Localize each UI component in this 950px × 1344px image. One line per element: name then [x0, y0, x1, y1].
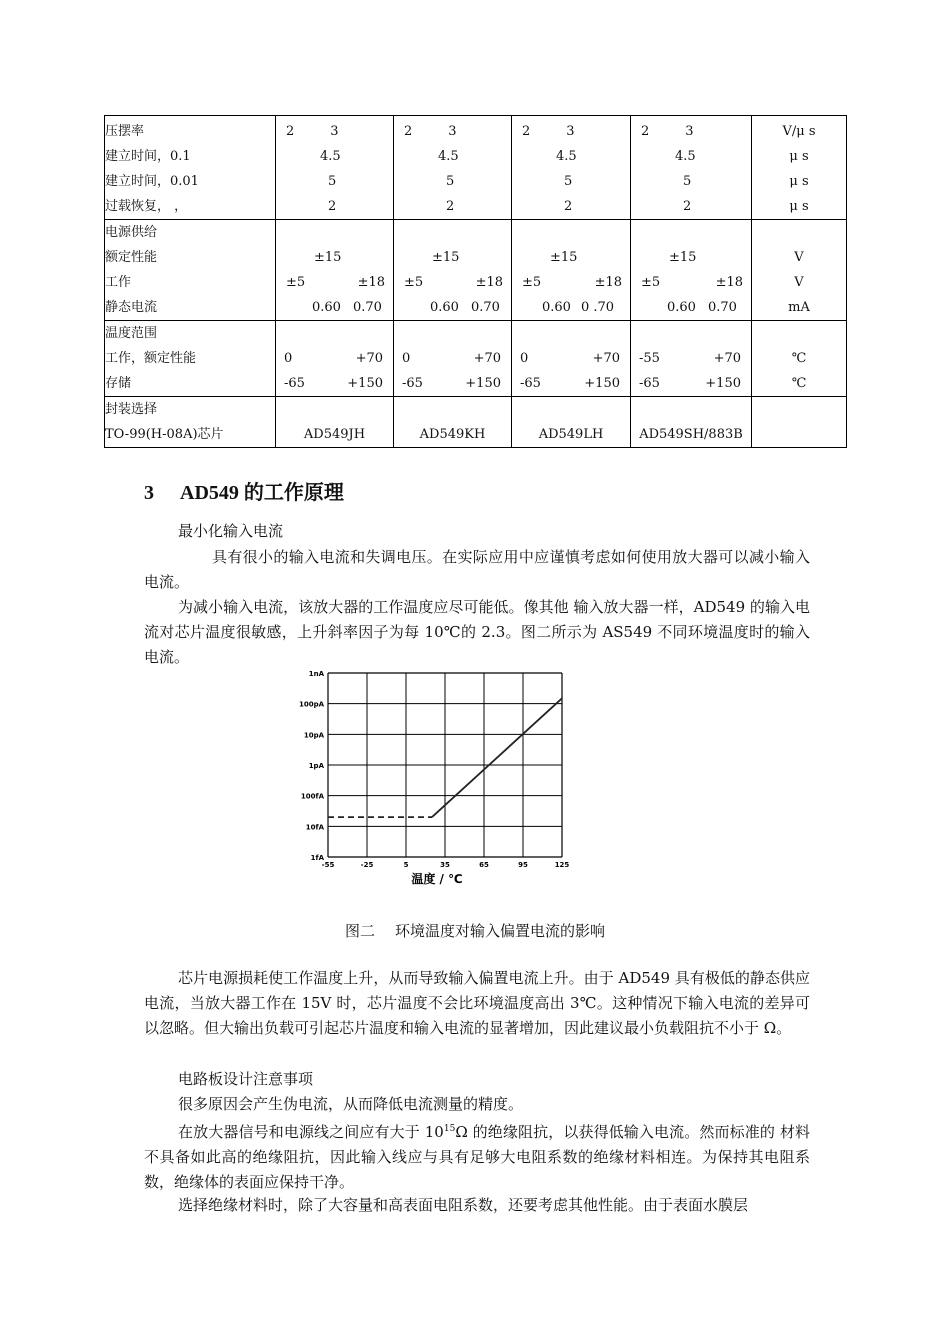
unit-cell: V/μ s: [782, 124, 816, 139]
table-cell: 0.70: [470, 300, 500, 315]
table-cell: -65: [402, 376, 423, 391]
table-cell: +70: [592, 351, 620, 366]
table-cell: ±18: [594, 275, 622, 290]
table-cell: ±5: [404, 275, 424, 290]
section-title: AD549 的工作原理: [180, 482, 344, 504]
table-cell: -65: [284, 376, 305, 391]
superscript: 15: [443, 1124, 456, 1134]
section-heading: [144, 476, 344, 505]
table-cell: 0: [284, 351, 293, 366]
paragraph: 选择绝缘材料时，除了大容量和高表面电阻系数，还要考虑其他性能。由于表面水膜层: [178, 1196, 749, 1214]
chart-x-tick-labels: [322, 861, 570, 869]
chart-y-tick-labels: [299, 670, 325, 862]
paragraph-part: 在放大器信号和电源线之间应有大于 10: [178, 1123, 444, 1141]
table-cell: 3: [685, 124, 694, 139]
table-cell: -65: [520, 376, 541, 391]
x-tick-label: 125: [554, 861, 570, 869]
figure-caption: [0, 920, 950, 941]
x-tick-label: -25: [360, 861, 374, 869]
table-cell: ±18: [715, 275, 743, 290]
unit-cell: μ s: [789, 174, 809, 189]
table-cell: 3: [330, 124, 339, 139]
table-cell: +70: [355, 351, 383, 366]
row-label: 额定性能: [105, 250, 158, 265]
y-tick-label: 100pA: [298, 700, 324, 709]
table-cell: +150: [347, 376, 383, 391]
section-number: 3: [144, 482, 154, 504]
table-cell: 2: [683, 199, 692, 214]
table-cell: +150: [465, 376, 501, 391]
table-cell: 2: [404, 124, 413, 139]
table-cell: -55: [639, 351, 660, 366]
x-tick-label: -55: [321, 861, 335, 869]
table-cell: ±5: [641, 275, 661, 290]
x-tick-label: 95: [518, 861, 528, 869]
x-tick-label: 65: [479, 861, 489, 869]
y-tick-label: 10fA: [305, 823, 324, 832]
table-cell: +70: [473, 351, 501, 366]
subheading: 最小化输入电流: [178, 522, 284, 540]
table-cell: ±15: [550, 250, 578, 265]
table-row-package: [105, 397, 847, 448]
table-cell: 5: [683, 174, 692, 189]
unit-cell: ℃: [791, 351, 807, 366]
table-cell: ±15: [314, 250, 342, 265]
row-label: 静态电流: [105, 300, 158, 315]
unit-cell: μ s: [789, 149, 809, 164]
unit-cell: V: [794, 275, 804, 290]
table-cell: 0: [520, 351, 529, 366]
table-cell: 2: [446, 199, 455, 214]
subheading: 电路板设计注意事项: [178, 1070, 314, 1088]
table-cell: AD549KH: [419, 427, 486, 442]
table-cell: 0.60: [667, 300, 696, 315]
chart-x-axis-label: 温度 / ℃: [411, 872, 463, 886]
table-cell: 4.5: [320, 149, 341, 164]
table-cell: 0.70: [707, 300, 737, 315]
table-cell: 2: [522, 124, 531, 139]
table-cell: 4.5: [438, 149, 459, 164]
y-tick-label: 1nA: [308, 670, 324, 678]
table-row-power: [105, 220, 847, 321]
table-row-temperature: [105, 321, 847, 397]
y-tick-label: 100fA: [300, 792, 324, 801]
table-cell: -65: [639, 376, 660, 391]
table-cell: 0.60: [312, 300, 341, 315]
row-label: 建立时间，0.01: [105, 174, 199, 189]
chart-grid: [328, 673, 562, 857]
table-cell: 0: [402, 351, 411, 366]
y-tick-label: 1fA: [310, 854, 324, 862]
table-cell: 2: [564, 199, 573, 214]
unit-cell: mA: [788, 300, 810, 315]
table-cell: ±15: [432, 250, 460, 265]
table-cell: ±18: [357, 275, 385, 290]
table-cell: 2: [328, 199, 337, 214]
paragraph: 很多原因会产生伪电流，从而降低电流测量的精度。: [178, 1095, 524, 1113]
table-cell: 5: [564, 174, 573, 189]
table-cell: 0.60: [542, 300, 571, 315]
table-cell: +150: [705, 376, 741, 391]
table-cell: 0 .70: [580, 300, 615, 315]
series-line-solid-region: [432, 698, 562, 817]
table-cell: AD549SH/883B: [639, 427, 743, 442]
table-cell: 2: [641, 124, 650, 139]
unit-cell: ℃: [791, 376, 807, 391]
table-cell: 5: [328, 174, 337, 189]
table-cell: 2: [286, 124, 295, 139]
table-cell: 4.5: [556, 149, 577, 164]
paragraph: [144, 1117, 810, 1195]
unit-cell: V: [794, 250, 804, 265]
table-cell: ±18: [475, 275, 503, 290]
row-label: 工作，额定性能: [105, 351, 197, 366]
y-tick-label: 1pA: [308, 762, 324, 770]
paragraph-part: Ω 的绝缘阻抗，以获得低输入电流。然而标准的 材料不具备如此高的绝缘阻抗，因此输入线应与具有足够大电阻系数的绝缘材料相连。为保持其电阻系数，绝缘体的表面应保持干净。: [144, 1123, 810, 1191]
table-cell: 0.60: [430, 300, 459, 315]
table-cell: +150: [584, 376, 620, 391]
table-cell: 5: [446, 174, 455, 189]
table-cell: 3: [566, 124, 575, 139]
x-tick-label: 35: [440, 861, 450, 869]
row-label: TO-99(H-08A)芯片: [105, 427, 224, 442]
table-cell: AD549JH: [303, 427, 366, 442]
table-row-dynamic: [105, 116, 847, 220]
row-label: 过载恢复， ，: [105, 199, 188, 214]
table-cell: 3: [448, 124, 457, 139]
spec-table: [104, 115, 847, 448]
row-label: 工作: [105, 275, 132, 290]
y-tick-label: 10pA: [303, 731, 324, 740]
paragraph: 具有很小的输入电流和失调电压。在实际应用中应谨慎考虑如何使用放大器可以减小输入电流。: [144, 548, 810, 591]
row-label: 压摆率: [105, 124, 145, 139]
row-heading: 封装选择: [105, 402, 158, 417]
row-heading: 电源供给: [105, 225, 158, 240]
row-label: 存储: [105, 376, 132, 391]
table-cell: ±5: [286, 275, 306, 290]
unit-cell: μ s: [789, 199, 809, 214]
paragraph: 芯片电源损耗使工作温度上升，从而导致输入偏置电流上升。由于 AD549 具有极低的静态供应电流，当放大器工作在 15V 时，芯片温度不会比环境温度高出 3℃。这种情况下输入电流的差异可以忽略。但大输出负载可引起芯片温度和输入电流的显著增加，因此建议最小负载阻抗不小于 Ω。: [144, 969, 810, 1037]
figure-caption-label: 图二: [344, 922, 375, 940]
table-cell: ±15: [669, 250, 697, 265]
table-cell: ±5: [522, 275, 542, 290]
table-cell: 4.5: [675, 149, 696, 164]
paragraph: 为减小输入电流，该放大器的工作温度应尽可能低。像其他 输入放大器一样，AD549 的输入电流对芯片温度很敏感，上升斜率因子为每 10℃的 2.3。图二所示为 AS549 不同环境温度时的输入电流。: [144, 598, 810, 666]
row-label: 建立时间，0.1: [105, 149, 191, 164]
table-cell: 0.70: [352, 300, 382, 315]
row-heading: 温度范围: [105, 326, 158, 341]
input-current-chart: [290, 665, 590, 895]
table-cell: AD549LH: [538, 427, 604, 442]
figure-caption-text: 环境温度对输入偏置电流的影响: [395, 922, 606, 940]
x-tick-label: 5: [403, 861, 409, 869]
table-cell: +70: [713, 351, 741, 366]
